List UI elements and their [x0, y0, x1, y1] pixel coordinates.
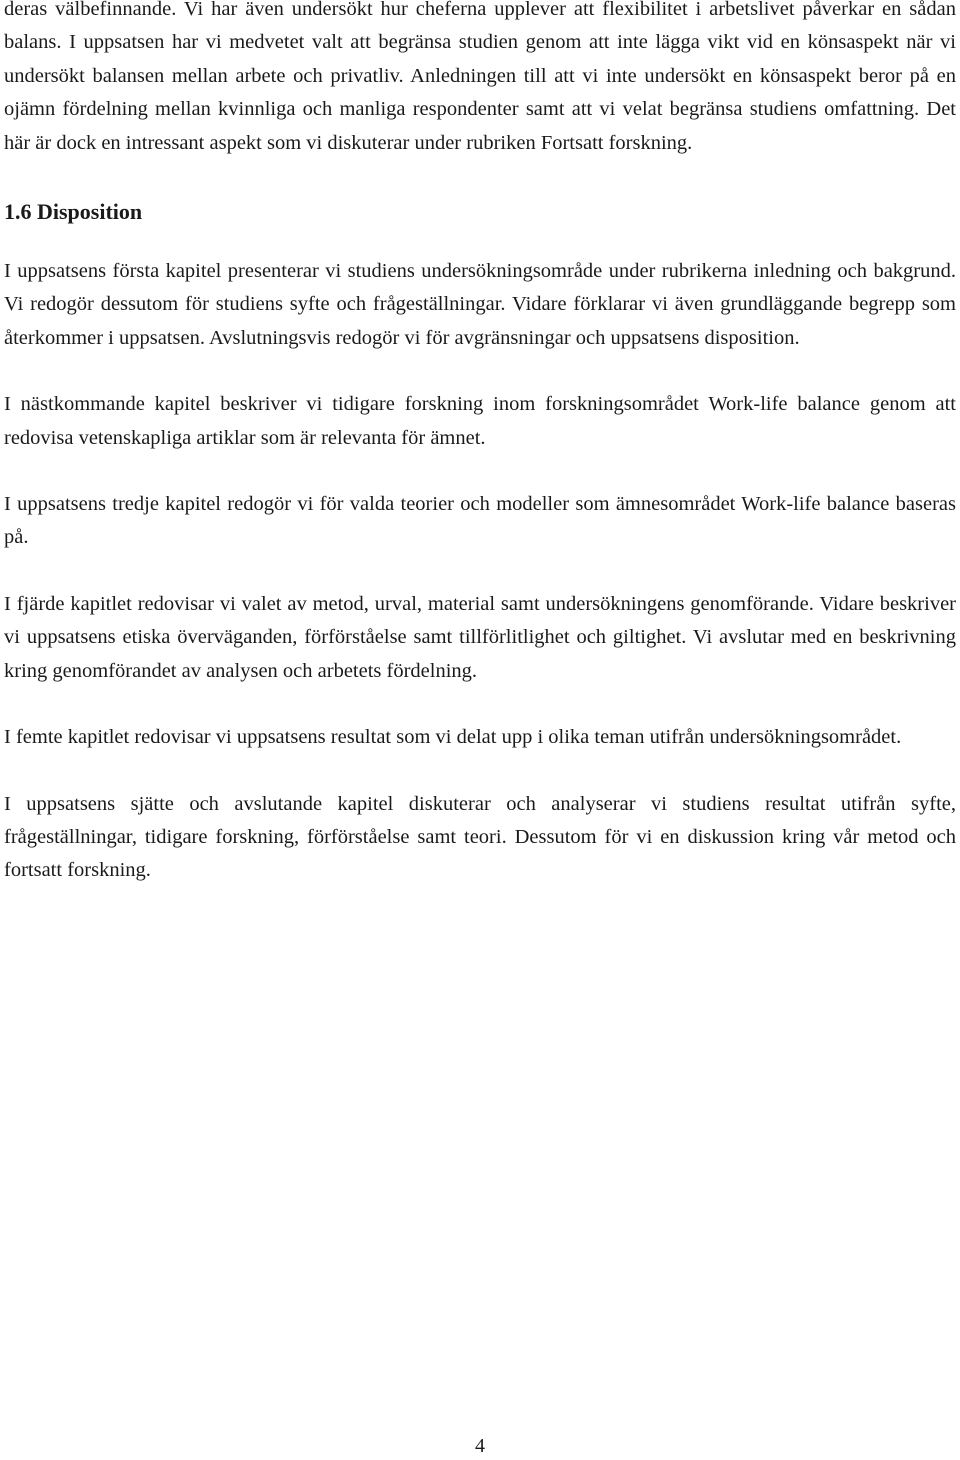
section-heading: 1.6 Disposition — [4, 199, 143, 225]
paragraph-chapter-5: I femte kapitlet redovisar vi uppsatsens resultat som vi delat upp i olika teman utifrån undersökningsområdet. — [4, 726, 902, 749]
paragraph-chapter-2: I nästkommande kapitel beskriver vi tidigare forskning inom forskningsområdet Work-life balance genom att redovisa vetenskapliga artiklar som är relevanta för ämnet. — [4, 393, 956, 449]
paragraph-chapter-6: I uppsatsens sjätte och avslutande kapitel diskuterar och analyserar vi studiens resultat utifrån syfte, frågeställningar, tidigare forskning, förförståelse samt teori. Dessutom för vi en diskussion kring vår metod och fortsatt forskning. — [4, 792, 956, 882]
document-page — [4, 0, 956, 888]
paragraph-chapter-4: I fjärde kapitlet redovisar vi valet av metod, urval, material samt undersökningens genomförande. Vidare beskriver vi uppsatsens etiska överväganden, förförståelse samt tillförlitlighet och giltighet. Vi avslutar med en beskrivning kring genomförandet av analysen och arbetets fördelning. — [4, 592, 956, 682]
continued-paragraph: deras välbefinnande. Vi har även undersökt hur cheferna upplever att flexibilitet i arbetslivet påverkar en sådan balans. I uppsatsen har vi medvetet valt att begränsa studien genom att inte lägga vikt vid en könsaspekt när vi undersökt balansen mellan arbete och privatliv. Anledningen till att vi inte undersökt en könsaspekt beror på en ojämn fördelning mellan kvinnliga och manliga respondenter samt att vi velat begränsa studiens omfattning. Det här är dock en intressant aspekt som vi diskuterar under rubriken Fortsatt forskning. — [4, 0, 956, 154]
section-body — [4, 255, 956, 888]
page-number: 4 — [475, 1435, 485, 1457]
paragraph-chapter-3: I uppsatsens tredje kapitel redogör vi för valda teorier och modeller som ämnesområdet Work-life balance baseras på. — [4, 493, 956, 549]
paragraph-chapter-1: I uppsatsens första kapitel presenterar vi studiens undersökningsområde under rubrikerna inledning och bakgrund. Vi redogör dessutom för studiens syfte och frågeställningar. Vidare förklarar vi även grundläggande begrepp som återkommer i uppsatsen. Avslutningsvis redogör vi för avgränsningar och uppsatsens disposition. — [4, 260, 956, 349]
